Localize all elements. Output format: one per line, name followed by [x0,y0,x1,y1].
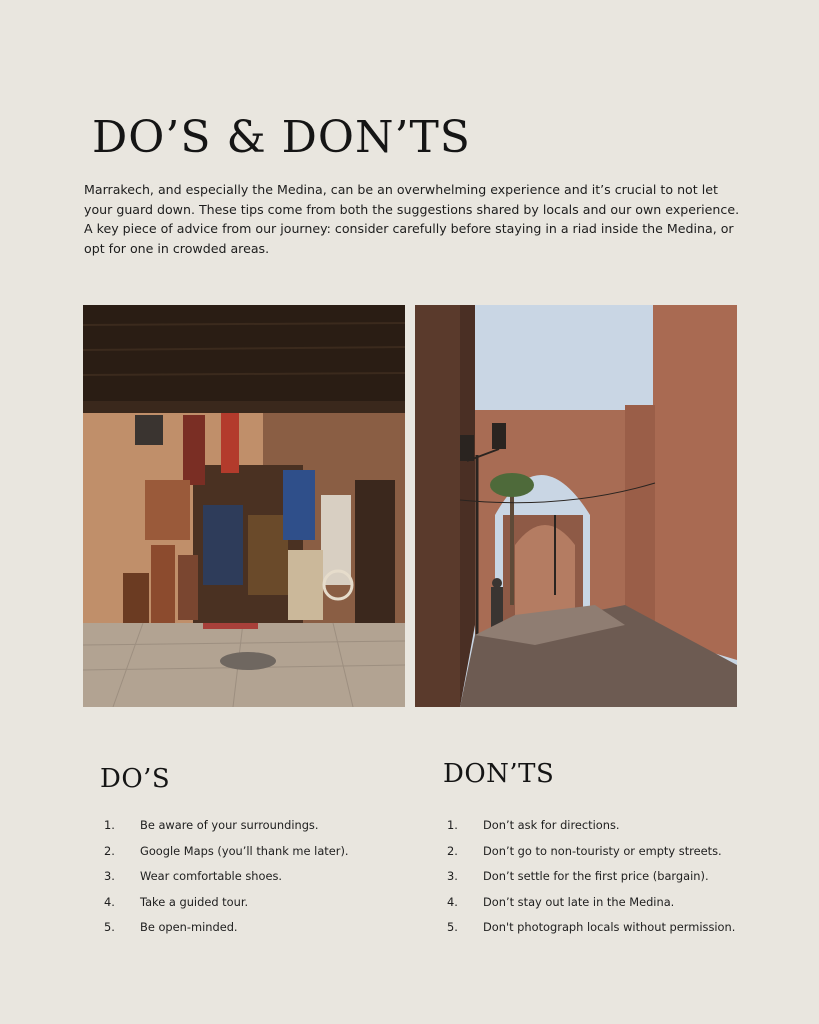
dos-list [104,818,349,946]
list-item: 4. Take a guided tour. [104,894,249,909]
donts-heading: DON’TS [443,759,555,789]
dos-heading: DO’S [100,764,171,794]
list-item: 1. Be aware of your surroundings. [104,818,319,832]
list-item: 1. Don’t ask for directions. [447,818,620,832]
list-item: 3. Don’t settle for the first price (bargain). [447,869,709,883]
souk-shop-photo [83,305,405,707]
list-item: 4. Don’t stay out late in the Medina. [447,894,675,909]
list-item: 2. Google Maps (you’ll thank me later). [104,843,349,858]
page-title: DO’S & DON’TS [92,112,471,163]
list-item: 2. Don’t go to non-touristy or empty streets. [447,843,722,858]
donts-list [447,818,735,946]
list-item: 5. Be open-minded. [104,920,238,934]
medina-alley-photo [415,305,737,707]
list-item: 5. Don't photograph locals without permission. [447,920,736,934]
intro-paragraph: Marrakech, and especially the Medina, can be an overwhelming experience and it’s crucial to not let your guard down. These tips come from both the suggestions shared by locals and our own experience. A key piece of advice from our journey: consider carefully before staying in a riad inside the Medina, or opt for one in crowded areas. [84,182,740,256]
list-item: 3. Wear comfortable shoes. [104,869,283,883]
